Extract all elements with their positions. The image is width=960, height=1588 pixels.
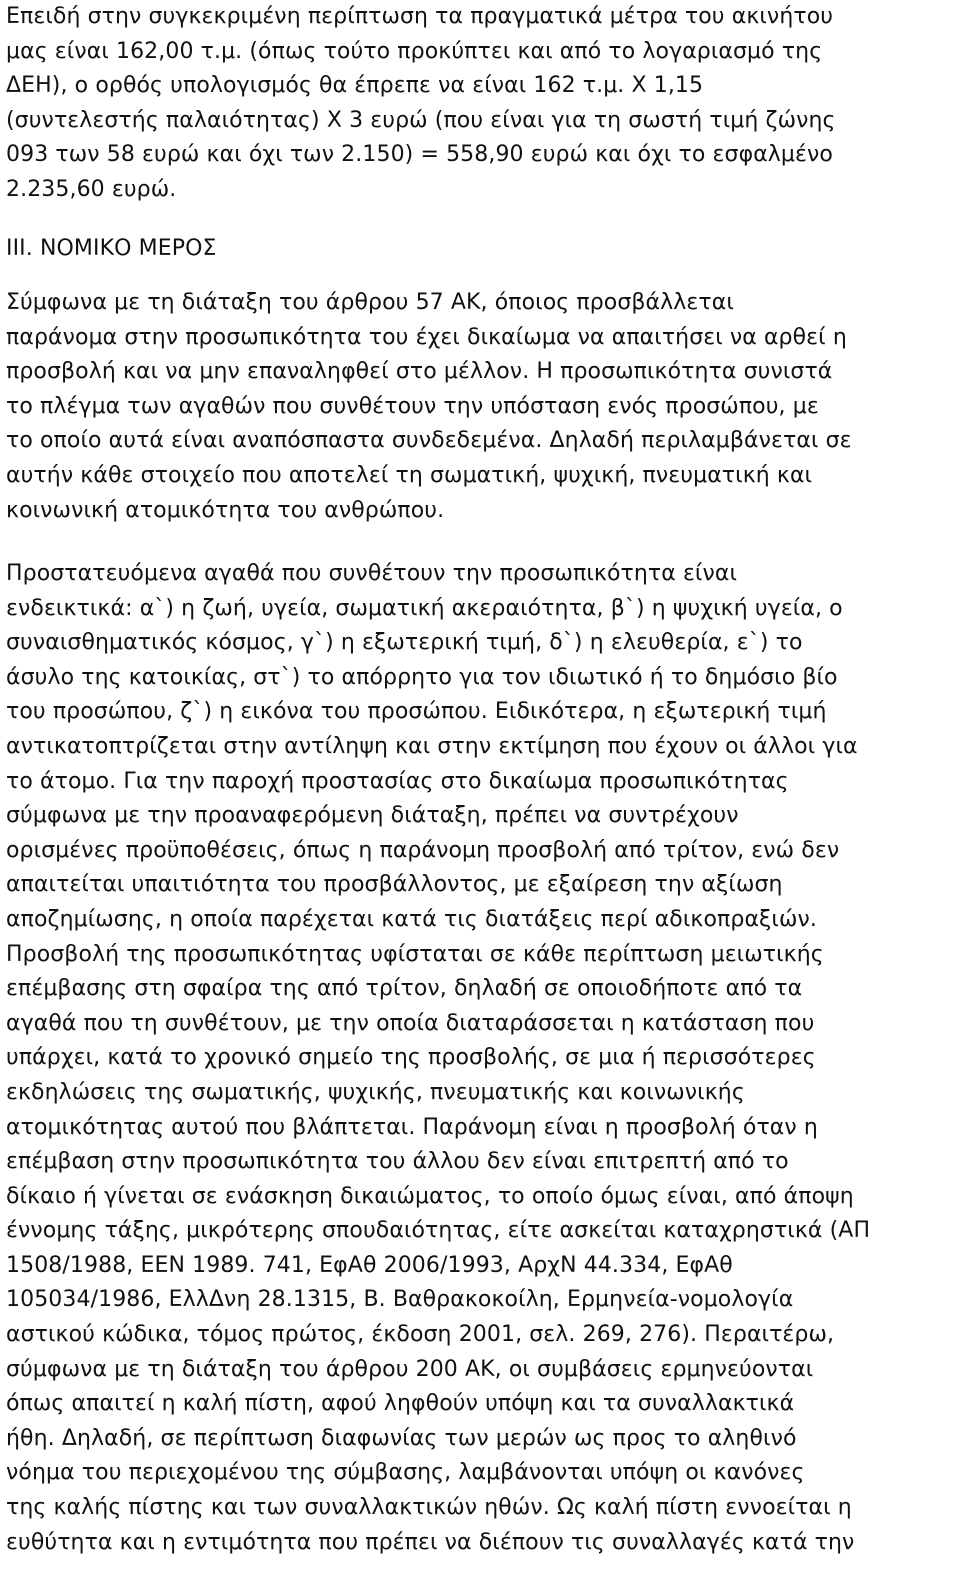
- text-line: 2.235,60 ευρώ.: [6, 176, 177, 202]
- text-line: 1508/1988, ΕΕΝ 1989. 741, ΕφΑθ 2006/1993, ΑρχΝ 44.334, ΕφΑθ: [6, 1252, 733, 1278]
- text-line: 093 των 58 ευρώ και όχι των 2.150) = 558,90 ευρώ και όχι το εσφαλμένο: [6, 142, 833, 168]
- text-line: (συντελεστής παλαιότητας) Χ 3 ευρώ (που είναι για τη σωστή τιμή ζώνης: [6, 107, 836, 133]
- text-line: Επειδή στην συγκεκριμένη περίπτωση τα πραγματικά μέτρα του ακινήτου: [6, 4, 834, 29]
- text-line: απαιτείται υπαιτιότητα του προσβάλλοντος, με εξαίρεση την αξίωση: [6, 872, 783, 898]
- text-line: ήθη. Δηλαδή, σε περίπτωση διαφωνίας των μερών ως προς το αληθινό: [6, 1425, 797, 1451]
- text-line: κοινωνική ατομικότητα του ανθρώπου.: [6, 497, 445, 523]
- text-line: προσβολή και να μην επαναληφθεί στο μέλλον. Η προσωπικότητα συνιστά: [6, 359, 833, 385]
- paragraph-legal-basis: [6, 286, 852, 528]
- text-line: ενδεικτικά: α`) η ζωή, υγεία, σωματική ακεραιότητα, β`) η ψυχική υγεία, ο: [6, 595, 843, 621]
- text-line: της καλής πίστης και των συναλλακτικών ηθών. Ως καλή πίστη εννοείται η: [6, 1495, 852, 1521]
- text-line: το οποίο αυτά είναι αναπόσπαστα συνδεδεμένα. Δηλαδή περιλαμβάνεται σε: [6, 428, 852, 454]
- text-line: επέμβασης στη σφαίρα της από τρίτον, δηλαδή σε οποιοδήποτε από τα: [6, 976, 803, 1002]
- text-line: Προσβολή της προσωπικότητας υφίσταται σε κάθε περίπτωση μειωτικής: [6, 941, 824, 967]
- text-line: παράνομα στην προσωπικότητα του έχει δικαίωμα να απαιτήσει να αρθεί η: [6, 324, 847, 350]
- text-line: σύμφωνα με τη διάταξη του άρθρου 200 ΑΚ, οι συμβάσεις ερμηνεύονται: [6, 1356, 814, 1382]
- text-line: νόημα του περιεχομένου της σύμβασης, λαμβάνονται υπόψη οι κανόνες: [6, 1460, 805, 1486]
- text-line: άσυλο της κατοικίας, στ`) το απόρρητο για τον ιδιωτικό ή το δημόσιο βίο: [6, 664, 838, 690]
- text-line: το πλέγμα των αγαθών που συνθέτουν την υπόσταση ενός προσώπου, με: [6, 393, 819, 419]
- text-line: αποζημίωσης, η οποία παρέχεται κατά τις διατάξεις περί αδικοπραξιών.: [6, 906, 817, 932]
- text-line: αντικατοπτρίζεται στην αντίληψη και στην εκτίμηση που έχουν οι άλλοι για: [6, 733, 858, 759]
- text-line: Προστατευόμενα αγαθά που συνθέτουν την προσωπικότητα είναι: [6, 561, 738, 586]
- text-line: όπως απαιτεί η καλή πίστη, αφού ληφθούν υπόψη και τα συναλλακτικά: [6, 1391, 795, 1417]
- text-line: μας είναι 162,00 τ.μ. (όπως τούτο προκύπτει και από το λογαριασμό της: [6, 38, 823, 64]
- text-line: αστικού κώδικα, τόμος πρώτος, έκδοση 2001, σελ. 269, 276). Περαιτέρω,: [6, 1322, 835, 1348]
- section-heading: ΙΙΙ. ΝΟΜΙΚΟ ΜΕΡΟΣ: [6, 236, 217, 261]
- text-line: του προσώπου, ζ`) η εικόνα του προσώπου. Ειδικότερα, η εξωτερική τιμή: [6, 699, 827, 725]
- text-line: το άτομο. Για την παροχή προστασίας στο δικαίωμα προσωπικότητας: [6, 768, 789, 794]
- text-line: ΔΕΗ), ο ορθός υπολογισμός θα έπρεπε να είναι 162 τ.μ. Χ 1,15: [6, 73, 704, 99]
- text-line: έννομης τάξης, μικρότερης σπουδαιότητας, είτε ασκείται καταχρηστικά (ΑΠ: [6, 1218, 871, 1244]
- text-line: αυτήν κάθε στοιχείο που αποτελεί τη σωματική, ψυχική, πνευματική και: [6, 462, 813, 488]
- text-line: υπάρχει, κατά το χρονικό σημείο της προσβολής, σε μια ή περισσότερες: [6, 1045, 816, 1071]
- text-line: δίκαιο ή γίνεται σε ενάσκηση δικαιώματος, το οποίο όμως είναι, από άποψη: [6, 1183, 854, 1209]
- text-line: συναισθηματικός κόσμος, γ`) η εξωτερική τιμή, δ`) η ελευθερία, ε`) το: [6, 630, 803, 656]
- paragraph-pricing: [6, 0, 836, 208]
- text-line: 105034/1986, ΕλλΔνη 28.1315, Β. Βαθρακοκοίλη, Ερμηνεία-νομολογία: [6, 1287, 794, 1313]
- text-line: επέμβαση στην προσωπικότητα του άλλου δεν είναι επιτρεπτή από το: [6, 1149, 789, 1175]
- text-line: αγαθά που τη συνθέτουν, με την οποία διαταράσσεται η κατάσταση που: [6, 1010, 815, 1036]
- text-line: Σύμφωνα με τη διάταξη του άρθρου 57 ΑΚ, όποιος προσβάλλεται: [6, 290, 734, 315]
- text-line: εκδηλώσεις της σωματικής, ψυχικής, πνευματικής και κοινωνικής: [6, 1079, 745, 1105]
- paragraph-protected-goods: [6, 557, 870, 1560]
- text-line: ευθύτητα και η εντιμότητα που πρέπει να διέπουν τις συναλλαγές κατά την: [6, 1529, 855, 1555]
- text-line: ατομικότητας αυτού που βλάπτεται. Παράνομη είναι η προσβολή όταν η: [6, 1114, 818, 1140]
- text-line: ορισμένες προϋποθέσεις, όπως η παράνομη προσβολή από τρίτον, ενώ δεν: [6, 837, 840, 863]
- text-line: σύμφωνα με την προαναφερόμενη διάταξη, πρέπει να συντρέχουν: [6, 803, 739, 829]
